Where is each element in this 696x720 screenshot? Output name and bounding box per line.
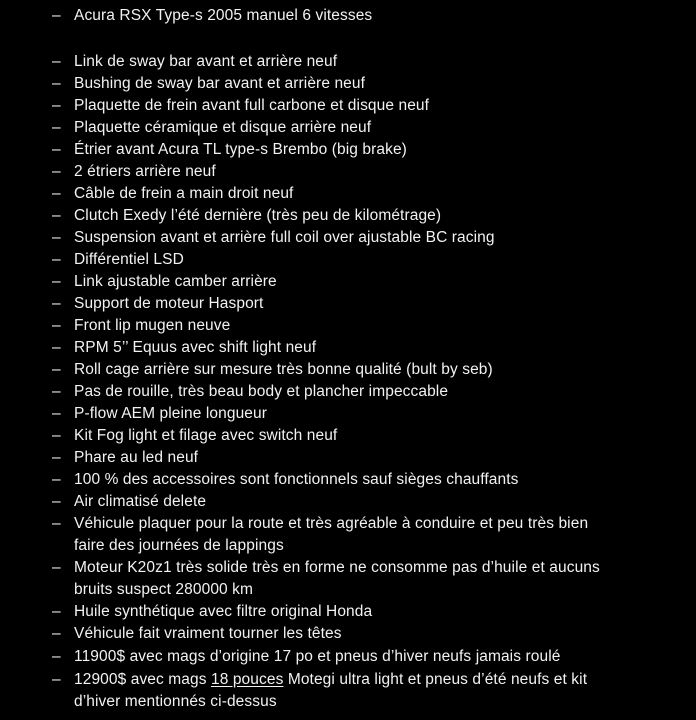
bullet-dash: – [52,75,61,92]
bullet-dash: – [52,493,61,510]
bullet-dash: – [52,471,61,488]
list-item-segment: 12900$ avec mags [74,671,211,688]
list-item-text: Huile synthétique avec filtre original Honda [74,603,373,620]
bullet-dash: – [52,648,61,665]
bullet-dash: – [52,207,61,224]
list-item-text: Pas de rouille, très beau body et plancher impeccable [74,383,449,400]
list-item-line: d’hiver mentionnés ci-dessus [74,693,277,710]
list-item-text: Front lip mugen neuve [74,317,231,334]
list-item-text: Phare au led neuf [74,449,199,466]
list-item-text: P-flow AEM pleine longueur [74,405,268,422]
list-item-text: 2 étriers arrière neuf [74,163,216,180]
bullet-dash: – [52,317,61,334]
list-item-text: 100 % des accessoires sont fonctionnels sauf sièges chauffants [74,471,519,488]
list-item-line: Véhicule plaquer pour la route et très agréable à conduire et peu très bien [74,515,589,532]
list-item-text [74,669,587,713]
bullet-dash: – [52,97,61,114]
bullet-dash: – [52,671,61,688]
list-item-text: Roll cage arrière sur mesure très bonne qualité (bult by seb) [74,361,493,378]
bullet-dash: – [52,163,61,180]
bullet-dash: – [52,427,61,444]
bullet-dash: – [52,559,61,576]
list-item-text: Étrier avant Acura TL type-s Brembo (big brake) [74,141,407,158]
list-item-line: bruits suspect 280000 km [74,581,254,598]
underlined-text: 18 pouces [210,671,284,688]
list-item-line: Moteur K20z1 très solide très en forme ne consomme pas d’huile et aucuns [74,559,600,576]
list-item-text [74,513,588,557]
bullet-dash: – [52,229,61,246]
list-item-line: faire des journées de lappings [74,537,284,554]
list-item-text [74,557,600,601]
bullet-dash: – [52,119,61,136]
list-item-text: Câble de frein a main droit neuf [74,185,294,202]
list-item-text: Acura RSX Type-s 2005 manuel 6 vitesses [74,7,373,24]
list-item-text: Véhicule fait vraiment tourner les têtes [74,625,342,642]
list-item-text: Plaquette céramique et disque arrière neuf [74,119,372,136]
list-item-line [74,671,587,688]
bullet-dash: – [52,515,61,532]
bullet-dash: – [52,405,61,422]
list-item-text: Kit Fog light et filage avec switch neuf [74,427,338,444]
list-item-text: RPM 5’’ Equus avec shift light neuf [74,339,317,356]
bullet-dash: – [52,625,61,642]
list-item-text: 11900$ avec mags d’origine 17 po et pneus d’hiver neufs jamais roulé [74,648,561,665]
list-item-text: Air climatisé delete [74,493,207,510]
list-item-text: Link de sway bar avant et arrière neuf [74,53,338,70]
bullet-dash: – [52,141,61,158]
bullet-dash: – [52,185,61,202]
bullet-dash: – [52,53,61,70]
list-item-text: Bushing de sway bar avant et arrière neuf [74,75,366,92]
bullet-dash: – [52,295,61,312]
bullet-dash: – [52,273,61,290]
list-item-text: Link ajustable camber arrière [74,273,277,290]
list-item-text: Plaquette de frein avant full carbone et disque neuf [74,97,430,114]
bullet-dash: – [52,383,61,400]
bullet-dash: – [52,449,61,466]
bullet-dash: – [52,361,61,378]
list-item-text: Clutch Exedy l’été dernière (très peu de kilométrage) [74,207,442,224]
bullet-dash: – [52,251,61,268]
bullet-dash: – [52,7,61,24]
bullet-dash: – [52,339,61,356]
bullet-dash: – [52,603,61,620]
list-item-segment: Motegi ultra light et pneus d’été neufs et kit [283,671,588,688]
list-item-text: Support de moteur Hasport [74,295,264,312]
list-item-text: Suspension avant et arrière full coil over ajustable BC racing [74,229,495,246]
list-item-text: Différentiel LSD [74,251,184,268]
